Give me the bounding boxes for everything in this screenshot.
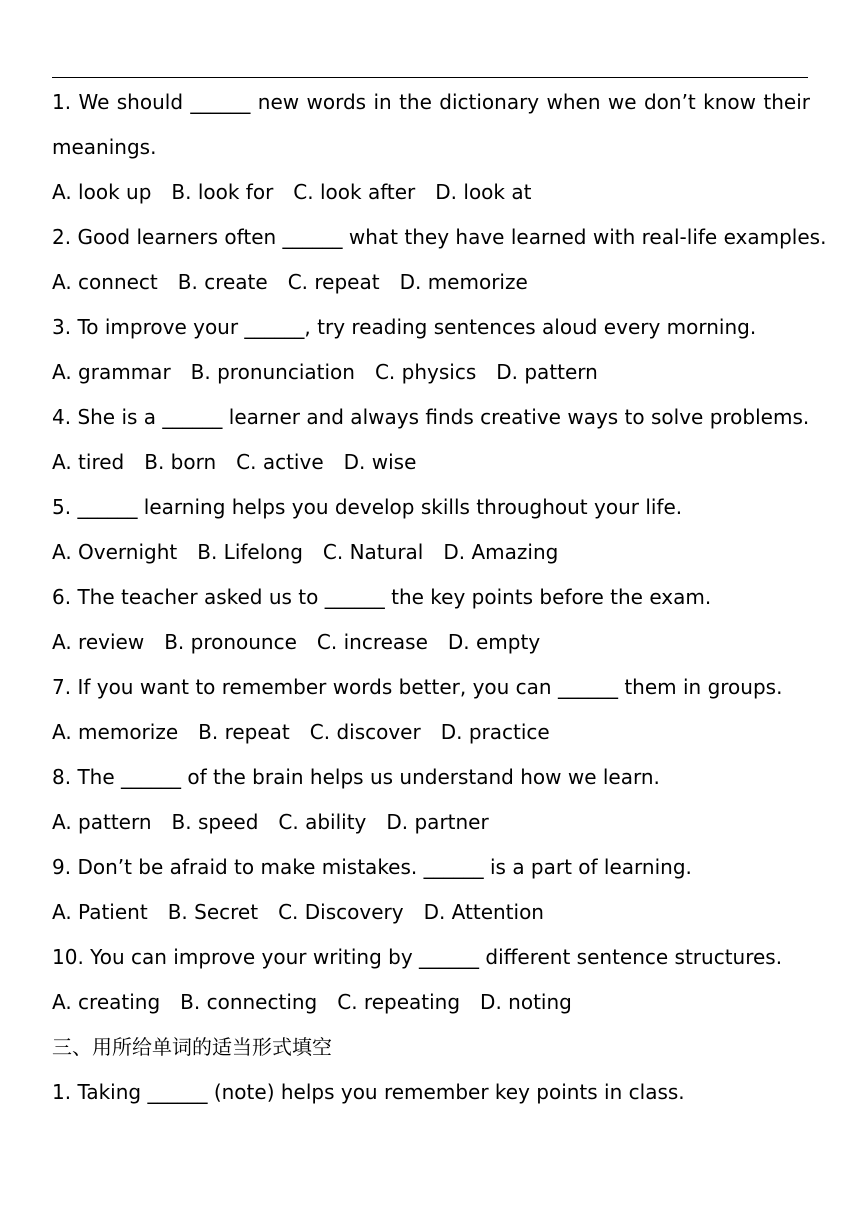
option-a: A. review [52,630,145,654]
option-a: A. Overnight [52,540,178,564]
question-2-stem: 2. Good learners often ______ what they have learned with real-life examples. [52,225,827,249]
question-5-stem: 5. ______ learning helps you develop skills throughout your life. [52,495,683,519]
question-8-stem: 8. The ______ of the brain helps us understand how we learn. [52,765,660,789]
option-b: B. create [177,270,268,294]
option-c: C. repeating [337,990,461,1014]
option-a: A. grammar [52,360,171,384]
option-b: B. speed [171,810,259,834]
option-b: B. pronunciation [190,360,355,384]
option-c: C. discover [309,720,421,744]
question-9-options [52,890,810,935]
option-c: C. Natural [322,540,424,564]
option-b: B. born [144,450,217,474]
section-3-heading: 三、用所给单词的适当形式填空 [52,1035,332,1059]
option-c: C. Discovery [278,900,404,924]
question-6-options [52,620,810,665]
question-6-stem: 6. The teacher asked us to ______ the key points before the exam. [52,585,712,609]
option-c: C. ability [278,810,367,834]
option-a: A. pattern [52,810,152,834]
section-3-item-1: 1. Taking ______ (note) helps you remember key points in class. [52,1080,685,1104]
option-d: D. practice [440,720,550,744]
question-3-stem: 3. To improve your ______, try reading sentences aloud every morning. [52,315,757,339]
option-b: B. Secret [167,900,259,924]
question-2-options [52,260,810,305]
option-d: D. Attention [423,900,544,924]
question-7-stem: 7. If you want to remember words better, you can ______ them in groups. [52,675,783,699]
worksheet-body [52,80,827,1115]
question-4-options [52,440,810,485]
question-1-stem-continued: meanings. [52,135,157,159]
question-8-options [52,800,810,845]
option-d: D. Amazing [443,540,559,564]
question-9-stem: 9. Don’t be afraid to make mistakes. ______ is a part of learning. [52,855,692,879]
option-d: D. memorize [399,270,528,294]
question-4-stem: 4. She is a ______ learner and always finds creative ways to solve problems. [52,405,810,429]
option-d: D. pattern [496,360,598,384]
question-10-options [52,980,810,1025]
option-b: B. Lifelong [197,540,303,564]
option-a: A. connect [52,270,158,294]
option-d: D. noting [480,990,572,1014]
option-a: A. tired [52,450,125,474]
question-7-options [52,710,810,755]
question-1-options [52,170,810,215]
option-b: B. repeat [198,720,290,744]
question-5-options [52,530,810,575]
option-c: C. repeat [287,270,380,294]
option-c: C. look after [293,180,416,204]
header-rule [52,77,808,78]
question-1-stem: 1. We should ______ new words in the dictionary when we don’t know their [52,90,810,114]
question-3-options [52,350,810,395]
option-a: A. look up [52,180,152,204]
option-a: A. memorize [52,720,179,744]
question-10-stem: 10. You can improve your writing by ______ different sentence structures. [52,945,783,969]
option-d: D. empty [447,630,541,654]
option-b: B. pronounce [164,630,297,654]
option-c: C. physics [374,360,477,384]
option-d: D. wise [343,450,417,474]
option-b: B. look for [171,180,274,204]
option-c: C. active [236,450,324,474]
option-b: B. connecting [180,990,318,1014]
option-a: A. creating [52,990,161,1014]
option-d: D. look at [435,180,532,204]
option-d: D. partner [386,810,489,834]
option-c: C. increase [316,630,428,654]
option-a: A. Patient [52,900,148,924]
